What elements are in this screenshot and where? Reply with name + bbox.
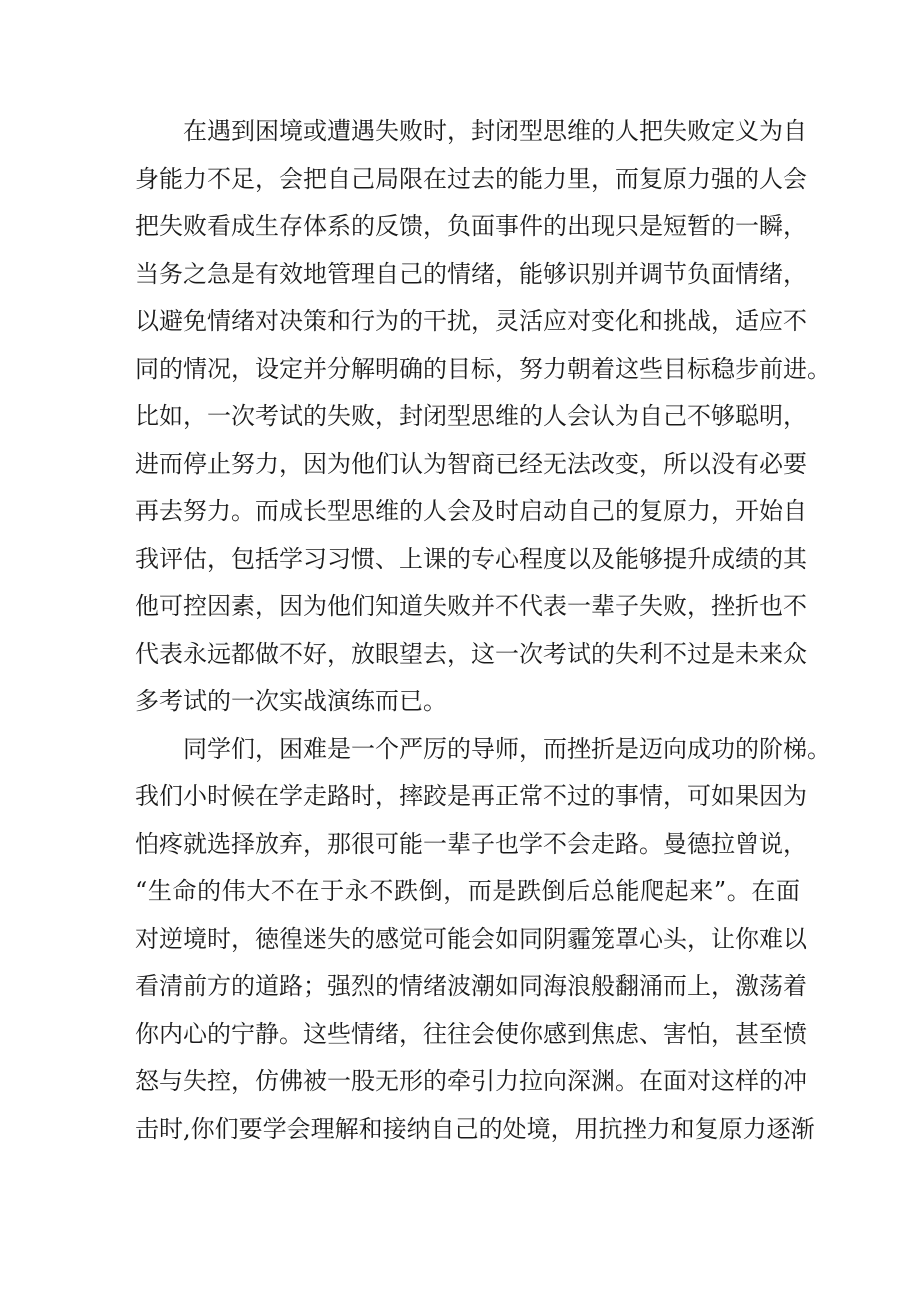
- paragraph-1-line-8: 进而停止努力，因为他们认为智商已经无法改变，所以没有必要: [135, 449, 807, 478]
- paragraph-1-line-4: 当务之急是有效地管理自己的情绪，能够识别并调节负面情绪，: [135, 259, 807, 288]
- paragraph-2-line-6: 看清前方的道路；强烈的情绪波潮如同海浪般翻涌而上，激荡着: [135, 972, 807, 1000]
- paragraph-1-line-10: 我评估，包括学习习惯、上课的专心程度以及能够提升成绩的其: [135, 544, 807, 573]
- paragraph-2-line-5: 对逆境时，徳徨迷失的感觉可能会如同阴霾笼罩心头，让你难以: [135, 924, 807, 953]
- paragraph-2-line-3: 怕疼就选择放弃，那很可能一辈子也学不会走路。曼德拉曾说，: [135, 829, 807, 858]
- paragraph-2-line-8: 怒与失控，仿佛被一股无形的牵引力拉向深渊。在面对这样的冲: [135, 1067, 807, 1095]
- paragraph-2-line-4: “生命的伟大不在于永不跌倒，而是跌倒后总能爬起来”。在面: [135, 877, 800, 905]
- paragraph-1-line-13: 多考试的一次实战演练而已。: [135, 687, 447, 715]
- paragraph-2-line-7: 你内心的宁静。这些情绪，往往会使你感到焦虑、害怕，甚至愤: [135, 1019, 807, 1048]
- paragraph-2-line-1: 同学们，困难是一个严厉的导师，而挫折是迈向成功的阶梯。: [183, 734, 831, 763]
- paragraph-1-line-11: 他可控因素，因为他们知道失败并不代表一辈子失败，挫折也不: [135, 592, 807, 620]
- paragraph-1-line-7: 比如，一次考试的失败，封闭型思维的人会认为自己不够聪明，: [135, 402, 807, 430]
- paragraph-1-line-9: 再去努力。而成长型思维的人会及时启动自己的复原力，开始自: [135, 497, 807, 525]
- paragraph-1-line-6: 同的情况，设定并分解明确的目标，努力朝着这些目标稳步前进。: [135, 354, 831, 383]
- paragraph-2-line-2: 我们小时候在学走路时，摔跤是再正常不过的事情，可如果因为: [135, 782, 807, 810]
- paragraph-1-line-2: 身能力不足，会把自己局限在过去的能力里，而复原力强的人会: [135, 164, 807, 193]
- paragraph-1-line-3: 把失败看成生存体系的反馈，负面事件的出现只是短暂的一瞬，: [135, 212, 807, 240]
- paragraph-1-line-12: 代表永远都做不好，放眼望去，这一次考试的失利不过是未来众: [135, 639, 807, 668]
- body-text: [135, 108, 831, 1153]
- paragraph-1-line-1: 在遇到困境或遭遇失败时，封闭型思维的人把失败定义为自: [183, 117, 807, 145]
- paragraph-1-line-5: 以避免情绪对决策和行为的干扰，灵活应对变化和挑战，适应不: [135, 307, 807, 335]
- paragraph-2-line-9: 击时,你们要学会理解和接纳自己的处境，用抗挫力和复原力逐渐: [135, 1114, 815, 1143]
